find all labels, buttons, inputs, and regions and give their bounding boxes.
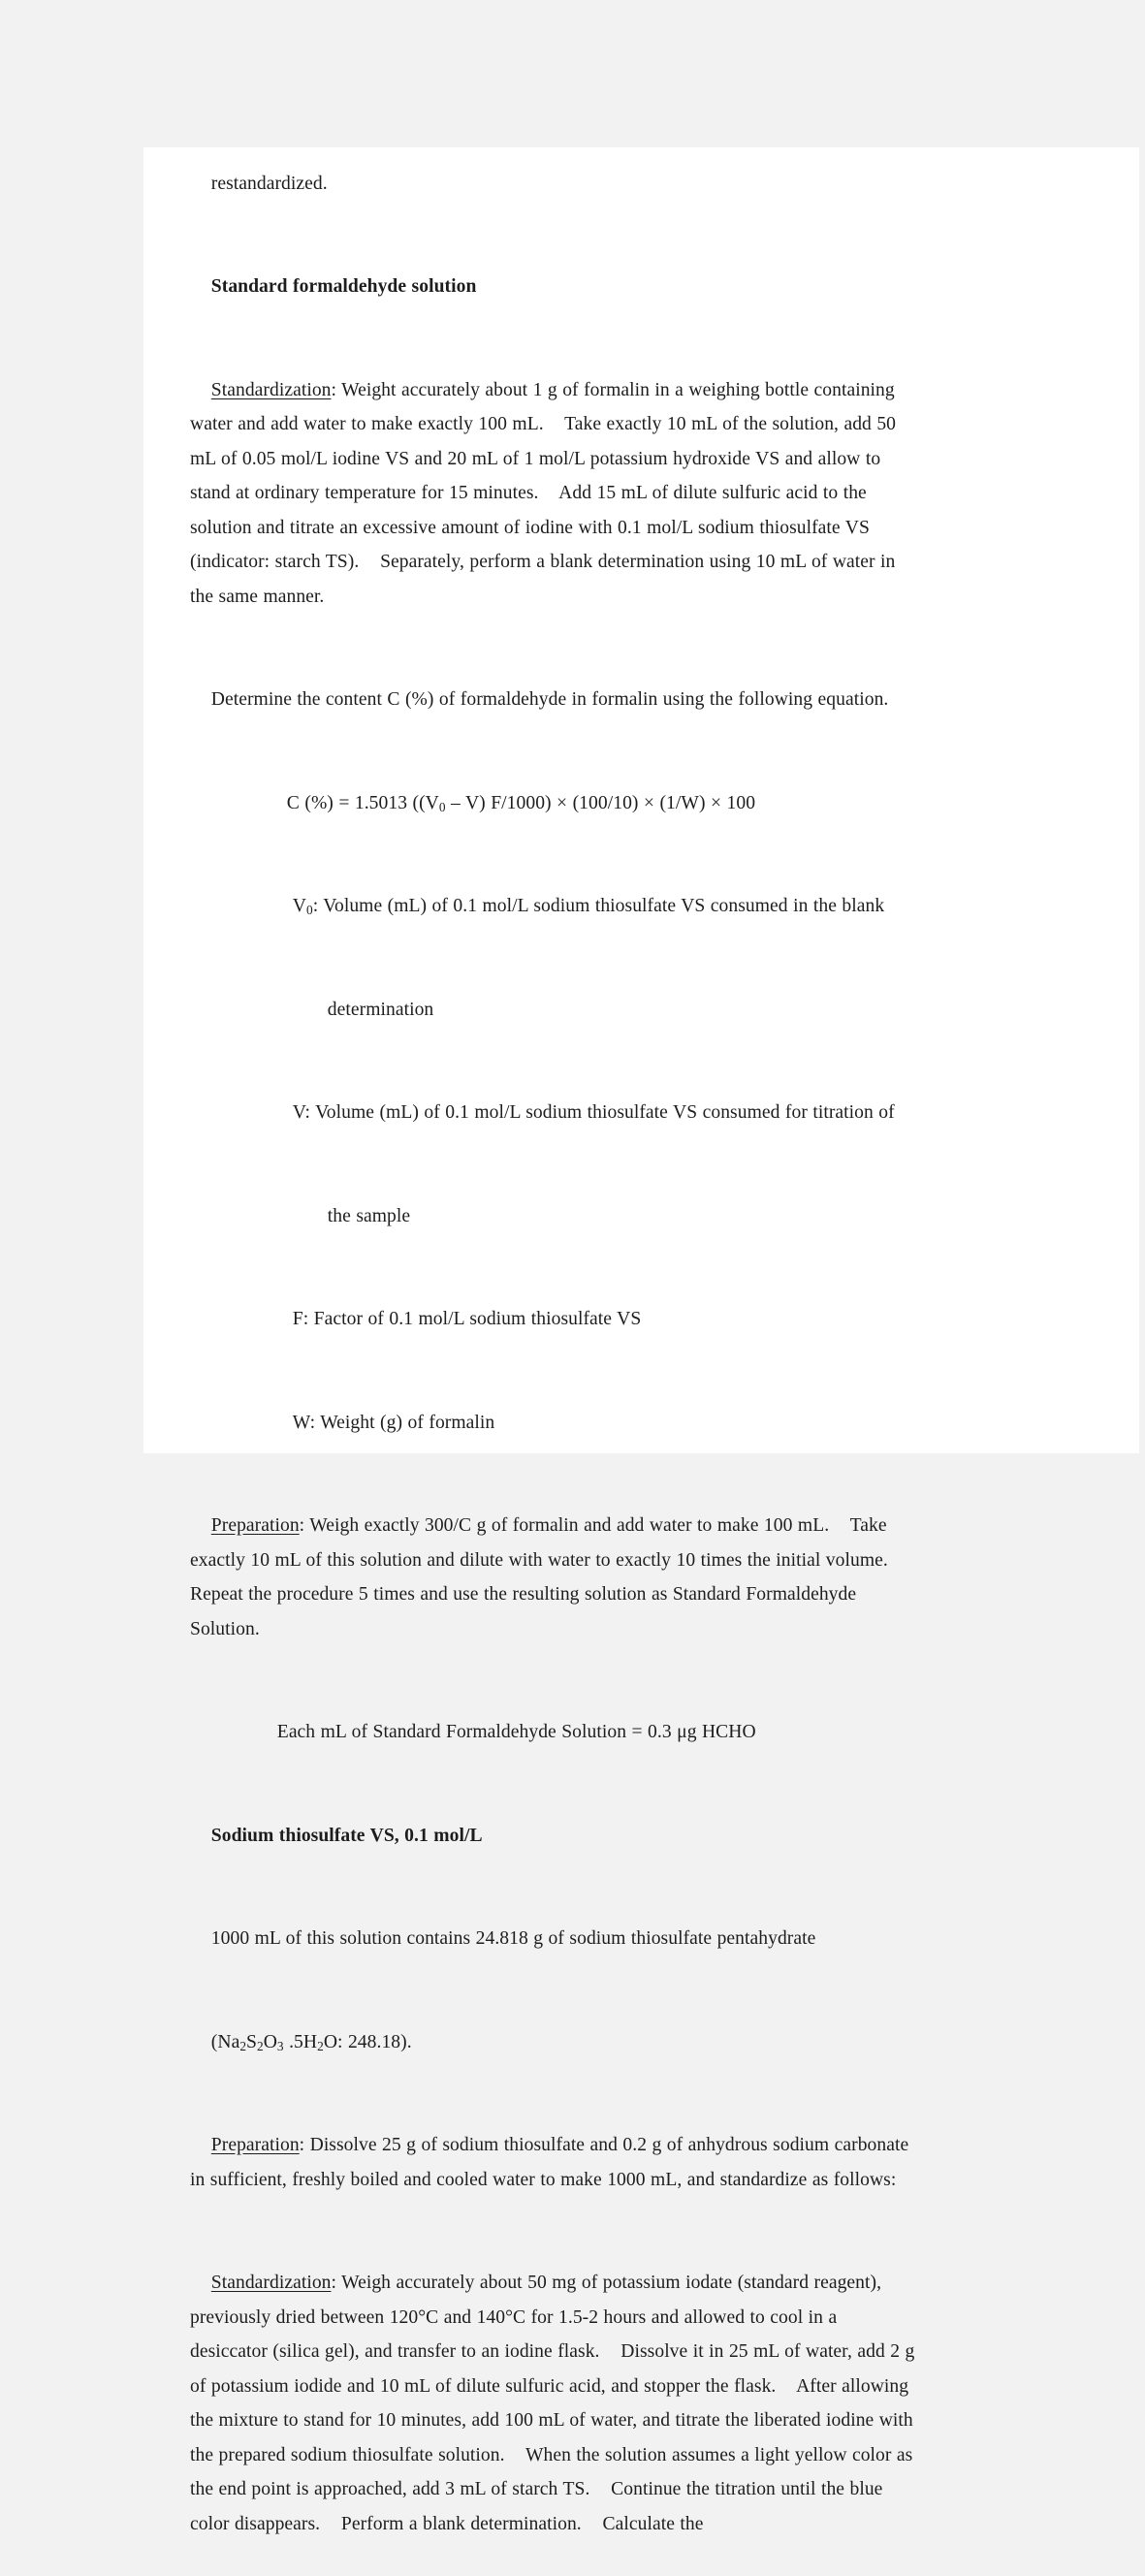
paragraph-standardization-formaldehyde xyxy=(190,338,915,649)
variable-text-w: W: Weight (g) of formalin xyxy=(292,1412,495,1433)
paragraph-preparation-thiosulfate xyxy=(190,2094,915,2232)
variable-definition-v xyxy=(190,1062,915,1165)
variable-text-v0-cont: determination xyxy=(327,999,434,1020)
variable-text-v: V: Volume (mL) of 0.1 mol/L sodium thiosulfate VS consumed for titration of xyxy=(292,1102,895,1123)
text-preparation-2-body: : Dissolve 25 g of sodium thiosulfate and 0.2 g of anhydrous sodium carbonate in sufficient, freshly boiled and cooled water to make 1000 mL, and standardize as follows: xyxy=(190,2135,914,2190)
text-standardization-2-body: : Weigh accurately about 50 mg of potassium iodate (standard reagent), previously dried between 120°C and 140°C for 1.5-2 hours and allowed to cool in a desiccator (silica gel), and transfer to an iodine flask. Dissolve it in 25 mL of water, add 2 g of potassium iodide and 10 mL of dilute sulfuric acid, and stopper the flask. After allowing the mixture to stand for 10 minutes, add 100 mL of water, and titrate the liberated iodine with the prepared sodium thiosulfate solution. When the solution assumes a light yellow color as the end point is approached, add 3 mL of starch TS. Continue the titration until the blue color disappears. Perform a blank determination. Calculate the xyxy=(190,2273,920,2534)
text-each-ml: Each mL of Standard Formaldehyde Solution = 0.3 μg HCHO xyxy=(276,1722,756,1742)
text-standardization-body: : Weight accurately about 1 g of formalin in a weighing bottle containing water and add water to make exactly 100 mL. Take exactly 10 mL of the solution, add 50 mL of 0.05 mol/L iodine VS and 20 mL of 1 mol/L potassium hydroxide VS and allow to stand at ordinary temperature for 15 minutes. Add 15 mL of dilute sulfuric acid to the solution and titrate an excessive amount of iodine with 0.1 mol/L sodium thiosulfate VS (indicator: starch TS). Separately, perform a blank determination using 10 mL of water in the same manner. xyxy=(190,379,902,607)
text-restandardized: restandardized. xyxy=(210,173,328,194)
variable-definition-v0 xyxy=(190,855,915,959)
formula-sub-2c: 2 xyxy=(317,2038,324,2053)
variable-text-v0: : Volume (mL) of 0.1 mol/L sodium thiosulfate VS consumed in the blank xyxy=(312,896,885,916)
chemical-formula-line xyxy=(190,1990,915,2094)
formula-sub-2a: 2 xyxy=(239,2038,247,2053)
paragraph-standardization-thiosulfate xyxy=(190,2232,920,2576)
equation-formaldehyde-content xyxy=(190,751,915,855)
variable-definition-w xyxy=(190,1371,915,1475)
formula-sodium-thiosulfate-pentahydrate: ($Na_2S_2O_3$ $.5H_2O$: 248.18). xyxy=(210,2031,412,2053)
variable-symbol-v0: V xyxy=(292,896,306,916)
text-contains-statement: 1000 mL of this solution contains 24.818 g of sodium thiosulfate pentahydrate xyxy=(210,1928,816,1949)
variable-definition-v0-continuation xyxy=(190,958,915,1062)
text-preparation-body: : Weigh exactly 300/C g of formalin and add water to make 100 mL. Take exactly 10 mL of this solution and dilute with water to exactly 10 times the initial volume. Repeat the procedure 5 times and use the resulting solution as Standard Formaldehyde Solution. xyxy=(190,1515,894,1639)
variable-definition-f xyxy=(190,1268,915,1372)
paragraph-contains-statement xyxy=(190,1888,915,1991)
variable-subscript-v0: 0 xyxy=(306,902,313,917)
statement-each-ml-formaldehyde xyxy=(190,1681,915,1785)
heading-sodium-thiosulfate-vs xyxy=(190,1784,915,1888)
label-standardization: Standardization xyxy=(210,379,332,400)
text-determine-content: Determine the content C (%) of formaldehyde in formalin using the following equation. xyxy=(210,689,889,710)
label-preparation: Preparation xyxy=(210,1515,300,1536)
document-text-column xyxy=(190,132,920,2576)
label-preparation-2: Preparation xyxy=(210,2135,300,2155)
equation-subscript: 0 xyxy=(438,799,446,814)
paragraph-restandardized xyxy=(190,132,915,236)
label-standardization-2: Standardization xyxy=(210,2273,332,2293)
formula-sub-3: 3 xyxy=(276,2038,284,2053)
heading-standard-formaldehyde-solution xyxy=(190,236,915,339)
variable-definition-v-continuation xyxy=(190,1164,915,1268)
heading-text-sodium-thiosulfate: Sodium thiosulfate VS, 0.1 mol/L xyxy=(210,1825,483,1846)
variable-text-f: F: Factor of 0.1 mol/L sodium thiosulfate VS xyxy=(292,1309,642,1329)
variable-text-v-cont: the sample xyxy=(327,1205,411,1226)
paragraph-determine-content xyxy=(190,649,915,752)
paragraph-preparation-formaldehyde xyxy=(190,1475,915,1681)
heading-text: Standard formaldehyde solution xyxy=(210,276,477,297)
formula-sub-2b: 2 xyxy=(257,2038,264,2053)
equation-suffix: – V) F/1000) × (100/10) × (1/W) × 100 xyxy=(445,792,756,813)
equation-prefix: C (%) = 1.5013 ((V xyxy=(286,792,439,813)
